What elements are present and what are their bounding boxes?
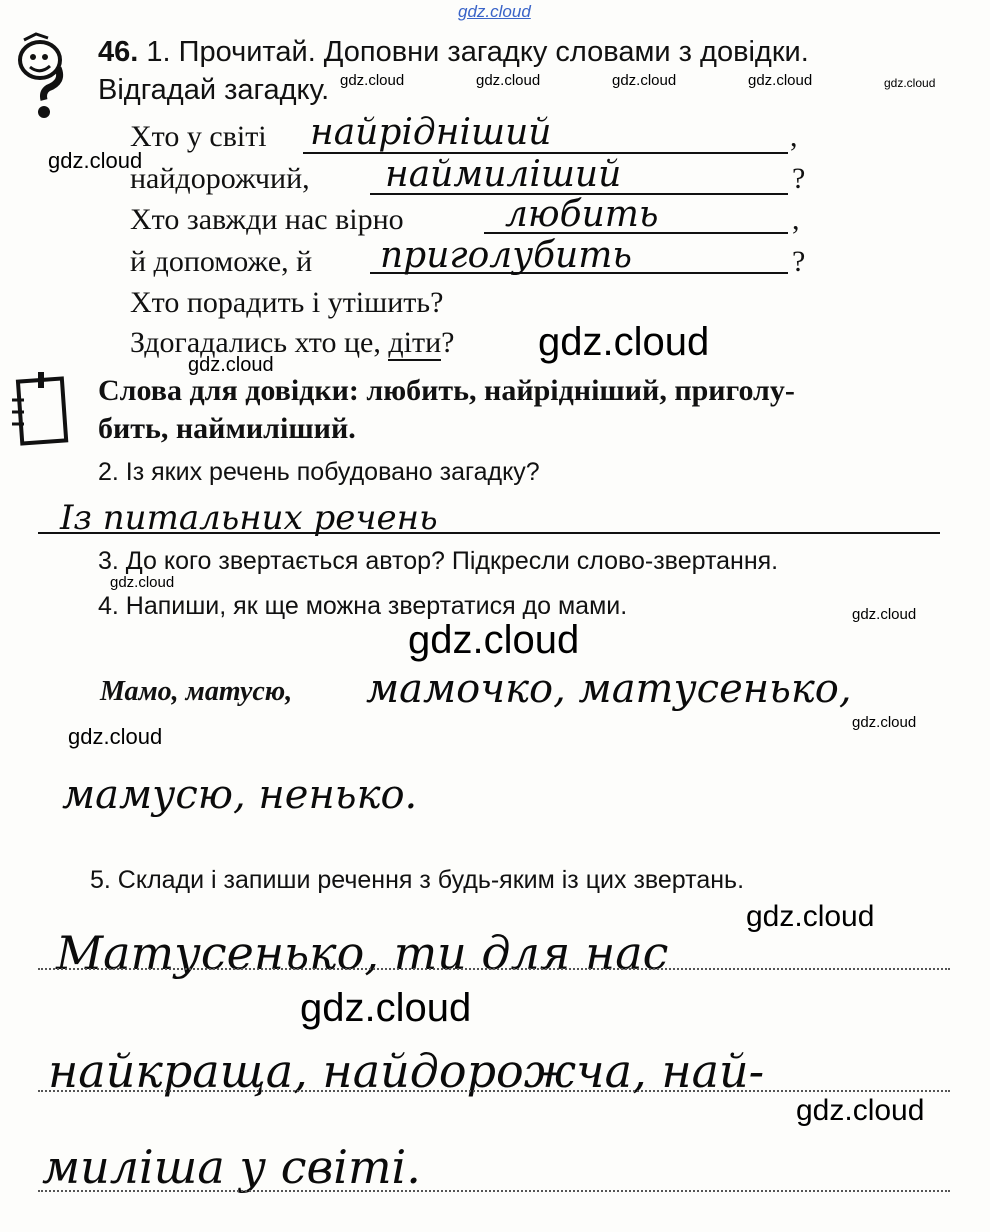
watermark: gdz.cloud xyxy=(884,76,936,90)
question-mark-icon xyxy=(14,30,74,120)
watermark: gdz.cloud xyxy=(746,900,875,933)
task2-question: 2. Із яких речень побудовано загадку? xyxy=(98,458,540,486)
task5-answer-1: Матусенько, ти для нас xyxy=(56,926,669,980)
task4-printed: Мамо, матусю, xyxy=(100,676,293,707)
poem-line-2: найдорожчий, xyxy=(130,162,310,195)
reference-line-1: Слова для довідки: любить, найрідніший, приголу- xyxy=(98,374,795,407)
task1-instruction: 1. Прочитай. Доповни загадку словами з довідки. xyxy=(146,36,809,68)
answer-line-3: любить xyxy=(505,194,659,235)
watermark: gdz.cloud xyxy=(748,72,813,89)
task1-instruction-cont: Відгадай загадку. xyxy=(98,74,330,106)
poem-line-5: Хто порадить і утішить? xyxy=(130,286,444,319)
notebook-icon xyxy=(10,370,72,448)
watermark: gdz.cloud xyxy=(796,1094,925,1127)
watermark: gdz.cloud xyxy=(408,618,580,662)
address-word: діти xyxy=(388,326,442,359)
poem-line-3: Хто завжди нас вірно xyxy=(130,203,404,236)
poem-line-1-end: , xyxy=(790,120,798,153)
task5-question: 5. Склади і запиши речення з будь-яким із цих звертань. xyxy=(90,866,745,894)
poem-line-6-end: ? xyxy=(441,326,455,359)
task4-answer-2: мамусю, ненько. xyxy=(62,772,418,818)
poem-line-4-end: ? xyxy=(792,245,806,278)
task5-answer-2: найкраща, найдорожча, най- xyxy=(48,1044,765,1098)
watermark: gdz.cloud xyxy=(110,574,175,591)
watermark: gdz.cloud xyxy=(300,986,472,1030)
poem-line-6-text: Здогадались хто це, xyxy=(130,326,381,359)
exercise-heading xyxy=(98,32,809,72)
poem-line-3-end: , xyxy=(792,203,800,236)
task2-answer: Із питальних речень xyxy=(60,498,438,538)
answer-line-2: наймиліший xyxy=(385,154,622,195)
poem-line-4: й допоможе, й xyxy=(130,245,313,278)
exercise-number: 46. xyxy=(98,36,139,68)
answer-line-1: найрідніший xyxy=(310,112,552,153)
task4-answer-1: мамочко, матусенько, xyxy=(366,666,852,712)
watermark: gdz.cloud xyxy=(68,724,163,749)
watermark: gdz.cloud xyxy=(538,320,710,364)
poem-line-6 xyxy=(130,326,454,360)
reference-line-2: бить, наймиліший. xyxy=(98,412,356,445)
task5-answer-3: миліша у світі. xyxy=(42,1140,421,1194)
poem-line-1: Хто у світі xyxy=(130,120,267,153)
answer-line-4: приголубить xyxy=(380,235,632,276)
watermark-top: gdz.cloud xyxy=(458,2,531,21)
watermark: gdz.cloud xyxy=(340,72,405,89)
watermark: gdz.cloud xyxy=(852,714,917,731)
watermark: gdz.cloud xyxy=(612,72,677,89)
task3-question: 3. До кого звертається автор? Підкресли слово-звертання. xyxy=(98,547,779,575)
watermark: gdz.cloud xyxy=(852,606,917,623)
watermark: gdz.cloud xyxy=(188,354,274,376)
task4-question: 4. Напиши, як ще можна звертатися до мами. xyxy=(98,592,628,620)
poem-line-2-end: ? xyxy=(792,162,806,195)
watermark: gdz.cloud xyxy=(476,72,541,89)
watermark: gdz.cloud xyxy=(48,148,143,173)
